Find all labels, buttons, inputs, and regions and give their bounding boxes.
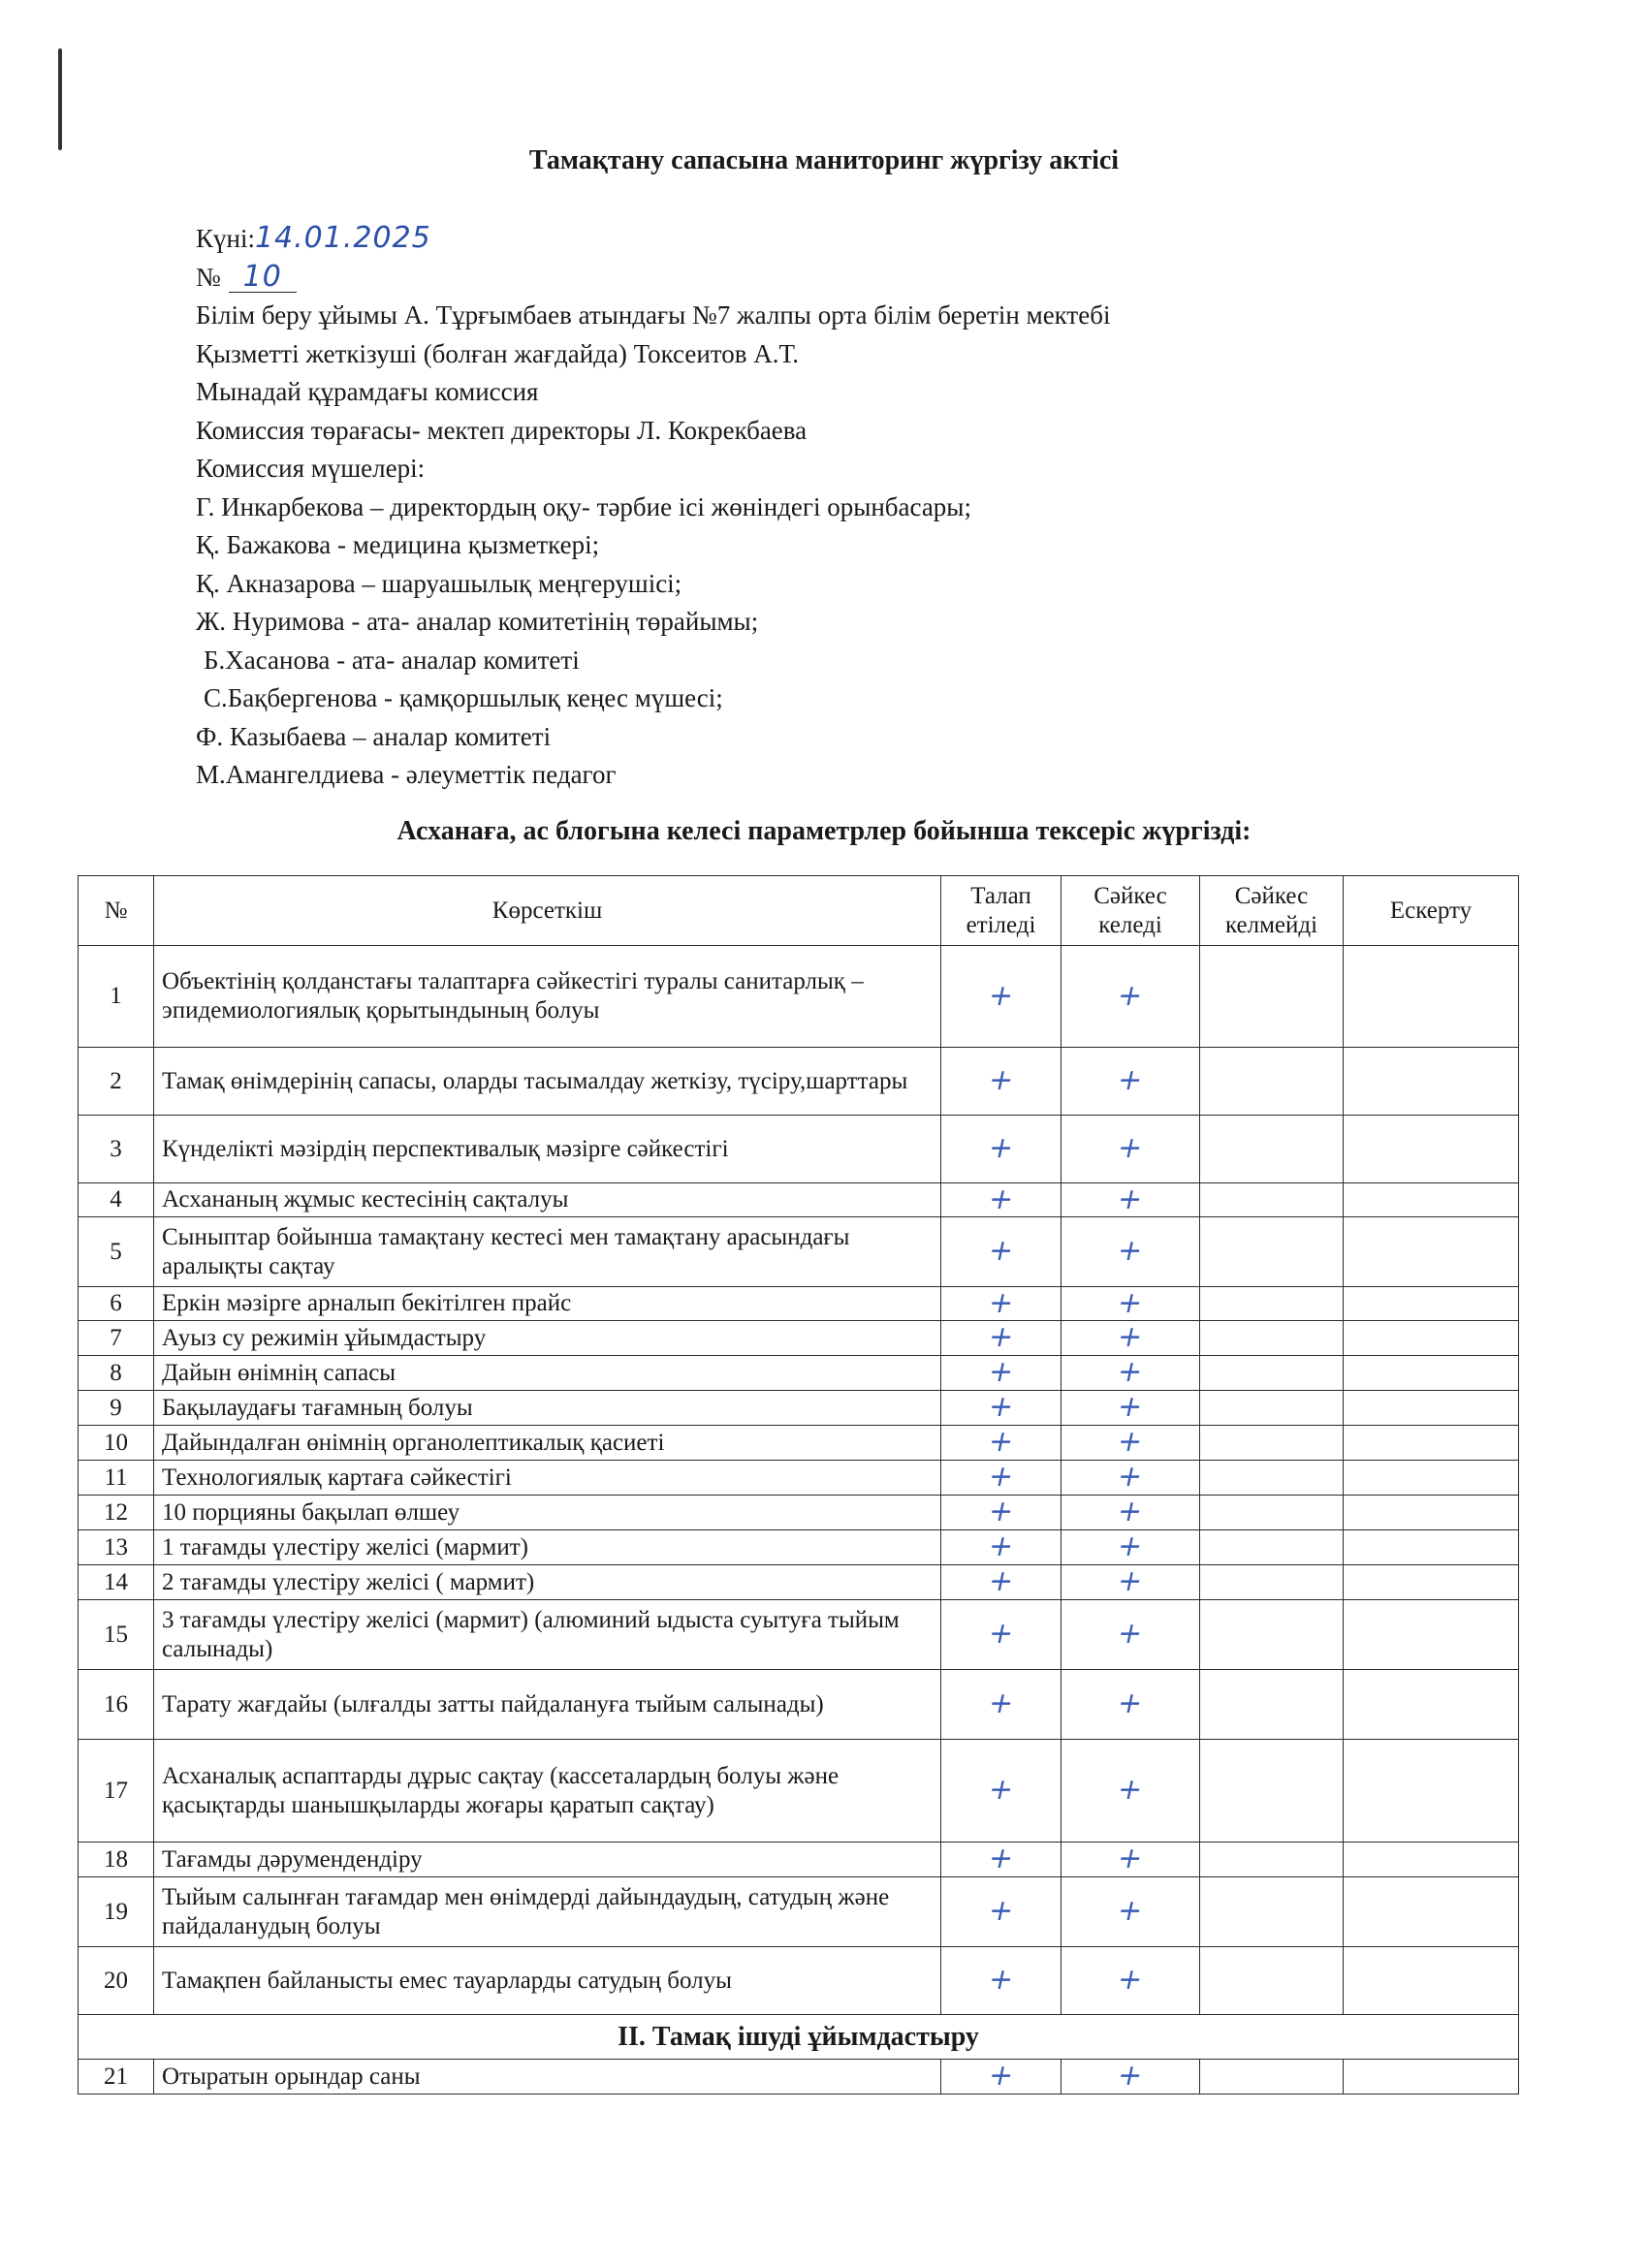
note-cell — [1344, 1740, 1519, 1843]
handwritten-plus-mark: + — [985, 1355, 1017, 1389]
handwritten-plus-mark: + — [1114, 1355, 1147, 1389]
note-cell — [1344, 1670, 1519, 1740]
scan-edge-mark — [58, 48, 62, 150]
note-cell — [1344, 1048, 1519, 1116]
note-cell — [1344, 946, 1519, 1048]
table-row — [79, 1740, 1519, 1843]
handwritten-plus-mark: + — [985, 978, 1017, 1013]
noncompliant-cell — [1200, 1670, 1344, 1740]
handwritten-plus-mark: + — [985, 1234, 1017, 1268]
row-indicator: Тағамды дәрумендендіру — [154, 1843, 941, 1877]
required-cell — [941, 1740, 1062, 1843]
chairman-line: Комиссия төрағасы- мектеп директоры Л. Кокрекбаева — [196, 415, 808, 445]
member-line: Б.Хасанова - ата- аналар комитеті — [204, 645, 580, 675]
required-cell — [941, 1391, 1062, 1426]
handwritten-plus-mark: + — [985, 1181, 1017, 1216]
noncompliant-cell — [1200, 1740, 1344, 1843]
member-line: С.Бақбергенова - қамқоршылық кеңес мүшесі; — [204, 683, 723, 712]
row-number: 4 — [79, 1183, 154, 1217]
noncompliant-cell — [1200, 1530, 1344, 1565]
row-indicator: Тарату жағдайы (ылғалды затты пайдалануға тыйым салынады) — [154, 1670, 941, 1740]
handwritten-plus-mark: + — [985, 1390, 1017, 1424]
handwritten-plus-mark: + — [1114, 1181, 1147, 1216]
table-intro: Асханаға, ас блогына келесі параметрлер бойынша тексеріс жүргізді: — [396, 816, 1252, 846]
handwritten-plus-mark: + — [985, 1773, 1017, 1807]
note-cell — [1344, 1877, 1519, 1947]
row-indicator: Бақылаудағы тағамның болуы — [154, 1391, 941, 1426]
handwritten-plus-mark: + — [985, 1063, 1017, 1097]
member-line: М.Амангелдиева - әлеуметтік педагог — [196, 760, 617, 789]
handwritten-plus-mark: + — [985, 1686, 1017, 1720]
date-label: Күні: — [196, 224, 255, 253]
handwritten-plus-mark: + — [985, 1564, 1017, 1598]
compliant-cell — [1062, 1391, 1200, 1426]
organization-line: Білім беру ұйымы А. Тұрғымбаев атындағы №7 жалпы орта білім беретін мектебі — [196, 300, 1111, 330]
handwritten-plus-mark: + — [1114, 1773, 1147, 1807]
required-cell — [941, 1600, 1062, 1670]
member-line: Ж. Нуримова - ата- аналар комитетінің төрайымы; — [196, 607, 759, 636]
compliant-cell — [1062, 1947, 1200, 2015]
noncompliant-cell — [1200, 1947, 1344, 2015]
required-cell — [941, 1496, 1062, 1530]
handwritten-plus-mark: + — [1114, 1425, 1147, 1459]
commission-line: Мынадай құрамдағы комиссия — [196, 377, 539, 406]
noncompliant-cell — [1200, 1048, 1344, 1116]
members-heading: Комиссия мүшелері: — [196, 454, 426, 483]
handwritten-plus-mark: + — [1114, 1285, 1147, 1320]
header-noncompliant: Сәйкес келмейді — [1200, 876, 1344, 946]
required-cell — [941, 1356, 1062, 1391]
row-indicator: Еркін мәзірге арналып бекітілген прайс — [154, 1287, 941, 1321]
date-value: 14.01.2025 — [254, 221, 431, 255]
noncompliant-cell — [1200, 1426, 1344, 1461]
handwritten-plus-mark: + — [1114, 1564, 1147, 1598]
handwritten-plus-mark: + — [1114, 978, 1147, 1013]
row-number: 7 — [79, 1321, 154, 1356]
row-number: 5 — [79, 1217, 154, 1287]
table-row — [79, 1565, 1519, 1600]
required-cell — [941, 1670, 1062, 1740]
member-line: Ф. Казыбаева – аналар комитеті — [196, 721, 552, 751]
handwritten-plus-mark: + — [1114, 1063, 1147, 1097]
compliant-cell — [1062, 1183, 1200, 1217]
table-row — [79, 1183, 1519, 1217]
required-cell — [941, 1565, 1062, 1600]
handwritten-plus-mark: + — [1114, 1686, 1147, 1720]
handwritten-plus-mark: + — [985, 1963, 1017, 1997]
table-row — [79, 1116, 1519, 1183]
row-number: 11 — [79, 1461, 154, 1496]
row-number: 14 — [79, 1565, 154, 1600]
required-cell — [941, 1843, 1062, 1877]
noncompliant-cell — [1200, 1116, 1344, 1183]
note-cell — [1344, 1600, 1519, 1670]
noncompliant-cell — [1200, 1287, 1344, 1321]
noncompliant-cell — [1200, 1391, 1344, 1426]
table-row — [79, 1426, 1519, 1461]
table-row — [79, 1461, 1519, 1496]
note-cell — [1344, 2060, 1519, 2095]
row-number: 21 — [79, 2060, 154, 2095]
row-indicator: Тыйым салынған тағамдар мен өнімдерді дайындаудың, сатудың және пайдаланудың болуы — [154, 1877, 941, 1947]
number-line — [196, 259, 1553, 298]
row-indicator: 1 тағамды үлестіру желісі (мармит) — [154, 1530, 941, 1565]
compliant-cell — [1062, 1426, 1200, 1461]
row-indicator: 10 порцияны бақылап өлшеу — [154, 1496, 941, 1530]
compliant-cell — [1062, 1356, 1200, 1391]
handwritten-plus-mark: + — [1114, 1842, 1147, 1875]
row-indicator: Объектінің қолданстағы талаптарға сәйкестігі туралы санитарлық – эпидемиологиялық қорытындының болуы — [154, 946, 941, 1048]
compliant-cell — [1062, 1565, 1200, 1600]
row-number: 9 — [79, 1391, 154, 1426]
table-row — [79, 1843, 1519, 1877]
required-cell — [941, 1116, 1062, 1183]
handwritten-plus-mark: + — [1114, 1320, 1147, 1354]
compliant-cell — [1062, 1496, 1200, 1530]
required-cell — [941, 1426, 1062, 1461]
member-line: Қ. Акназарова – шаруашылық меңгерушісі; — [196, 568, 682, 598]
note-cell — [1344, 1530, 1519, 1565]
row-indicator: 2 тағамды үлестіру желісі ( мармит) — [154, 1565, 941, 1600]
required-cell — [941, 946, 1062, 1048]
noncompliant-cell — [1200, 1496, 1344, 1530]
handwritten-plus-mark: + — [985, 1894, 1017, 1928]
noncompliant-cell — [1200, 1321, 1344, 1356]
note-cell — [1344, 1391, 1519, 1426]
note-cell — [1344, 1947, 1519, 2015]
row-indicator: Отыратын орындар саны — [154, 2060, 941, 2095]
handwritten-plus-mark: + — [1114, 1529, 1147, 1563]
header-required: Талап етіледі — [941, 876, 1062, 946]
row-number: 1 — [79, 946, 154, 1048]
required-cell — [941, 1877, 1062, 1947]
row-number: 8 — [79, 1356, 154, 1391]
note-cell — [1344, 1217, 1519, 1287]
row-number: 10 — [79, 1426, 154, 1461]
compliant-cell — [1062, 1740, 1200, 1843]
required-cell — [941, 1530, 1062, 1565]
number-label: № — [196, 262, 221, 292]
handwritten-plus-mark: + — [985, 1320, 1017, 1354]
handwritten-plus-mark: + — [1114, 1963, 1147, 1997]
table-row — [79, 1321, 1519, 1356]
handwritten-plus-mark: + — [1114, 1234, 1147, 1268]
note-cell — [1344, 1321, 1519, 1356]
row-number: 18 — [79, 1843, 154, 1877]
table-row — [79, 1877, 1519, 1947]
header-num: № — [79, 876, 154, 946]
row-number: 6 — [79, 1287, 154, 1321]
row-indicator: 3 тағамды үлестіру желісі (мармит) (алюминий ыдыста суытуға тыйым салынады) — [154, 1600, 941, 1670]
noncompliant-cell — [1200, 1600, 1344, 1670]
member-line: Қ. Бажакова - медицина қызметкері; — [196, 530, 600, 559]
row-indicator: Сыныптар бойынша тамақтану кестесі мен тамақтану арасындағы аралықты сақтау — [154, 1217, 941, 1287]
compliant-cell — [1062, 1217, 1200, 1287]
handwritten-plus-mark: + — [985, 1285, 1017, 1320]
header-compliant: Сәйкес келеді — [1062, 876, 1200, 946]
supplier-line: Қызметті жеткізуші (болған жағдайда) Токсеитов А.Т. — [196, 338, 800, 368]
required-cell — [941, 1287, 1062, 1321]
handwritten-plus-mark: + — [985, 1460, 1017, 1494]
table-row — [79, 1391, 1519, 1426]
handwritten-plus-mark: + — [985, 1617, 1017, 1651]
row-number: 12 — [79, 1496, 154, 1530]
note-cell — [1344, 1183, 1519, 1217]
table-row — [79, 1287, 1519, 1321]
note-cell — [1344, 1461, 1519, 1496]
table-row — [79, 1356, 1519, 1391]
required-cell — [941, 1217, 1062, 1287]
table-header-row — [79, 876, 1519, 946]
table-row — [79, 1217, 1519, 1287]
compliant-cell — [1062, 1116, 1200, 1183]
section-row — [79, 2015, 1519, 2060]
handwritten-plus-mark: + — [1114, 2059, 1147, 2093]
table-row — [79, 2060, 1519, 2095]
noncompliant-cell — [1200, 1843, 1344, 1877]
checklist-table — [78, 875, 1519, 2095]
compliant-cell — [1062, 1321, 1200, 1356]
noncompliant-cell — [1200, 1356, 1344, 1391]
row-indicator: Асханалық аспаптарды дұрыс сақтау (кассеталардың болуы және қасықтарды шанышқыларды жоғары қаратып сақтау) — [154, 1740, 941, 1843]
handwritten-plus-mark: + — [1114, 1894, 1147, 1928]
handwritten-plus-mark: + — [985, 1495, 1017, 1528]
header-indicator: Көрсеткіш — [154, 876, 941, 946]
row-indicator: Асхананың жұмыс кестесінің сақталуы — [154, 1183, 941, 1217]
table-row — [79, 1670, 1519, 1740]
note-cell — [1344, 1496, 1519, 1530]
row-indicator: Тамақпен байланысты емес тауарларды сатудың болуы — [154, 1947, 941, 2015]
note-cell — [1344, 1116, 1519, 1183]
table-row — [79, 1947, 1519, 2015]
handwritten-plus-mark: + — [1114, 1131, 1147, 1165]
required-cell — [941, 1183, 1062, 1217]
row-number: 19 — [79, 1877, 154, 1947]
table-row — [79, 1496, 1519, 1530]
compliant-cell — [1062, 1877, 1200, 1947]
handwritten-plus-mark: + — [985, 1131, 1017, 1165]
required-cell — [941, 2060, 1062, 2095]
handwritten-plus-mark: + — [1114, 1617, 1147, 1651]
section-title: II. Тамақ ішуді ұйымдастыру — [79, 2015, 1519, 2060]
handwritten-plus-mark: + — [1114, 1495, 1147, 1528]
row-indicator: Дайын өнімнің сапасы — [154, 1356, 941, 1391]
handwritten-plus-mark: + — [985, 1425, 1017, 1459]
compliant-cell — [1062, 2060, 1200, 2095]
note-cell — [1344, 1426, 1519, 1461]
compliant-cell — [1062, 1287, 1200, 1321]
row-indicator: Дайындалған өнімнің органолептикалық қасиеті — [154, 1426, 941, 1461]
member-line: Г. Инкарбекова – директордың оқу- тәрбие ісі жөніндегі орынбасары; — [196, 491, 971, 521]
header-note: Ескерту — [1344, 876, 1519, 946]
required-cell — [941, 1048, 1062, 1116]
noncompliant-cell — [1200, 2060, 1344, 2095]
table-row — [79, 1048, 1519, 1116]
note-cell — [1344, 1843, 1519, 1877]
row-indicator: Күнделікті мәзірдің перспективалық мәзірге сәйкестігі — [154, 1116, 941, 1183]
required-cell — [941, 1947, 1062, 2015]
row-number: 17 — [79, 1740, 154, 1843]
compliant-cell — [1062, 1843, 1200, 1877]
note-cell — [1344, 1565, 1519, 1600]
compliant-cell — [1062, 946, 1200, 1048]
row-number: 13 — [79, 1530, 154, 1565]
required-cell — [941, 1321, 1062, 1356]
table-row — [79, 946, 1519, 1048]
noncompliant-cell — [1200, 1877, 1344, 1947]
noncompliant-cell — [1200, 1183, 1344, 1217]
date-line — [196, 219, 1553, 259]
row-number: 15 — [79, 1600, 154, 1670]
compliant-cell — [1062, 1600, 1200, 1670]
table-row — [79, 1530, 1519, 1565]
handwritten-plus-mark: + — [985, 1842, 1017, 1875]
row-number: 20 — [79, 1947, 154, 2015]
row-indicator: Ауыз су режимін ұйымдастыру — [154, 1321, 941, 1356]
handwritten-plus-mark: + — [985, 1529, 1017, 1563]
compliant-cell — [1062, 1048, 1200, 1116]
noncompliant-cell — [1200, 946, 1344, 1048]
note-cell — [1344, 1356, 1519, 1391]
handwritten-plus-mark: + — [1114, 1460, 1147, 1494]
row-number: 3 — [79, 1116, 154, 1183]
handwritten-plus-mark: + — [985, 2059, 1017, 2093]
number-value: 10 — [229, 263, 297, 293]
compliant-cell — [1062, 1461, 1200, 1496]
row-number: 16 — [79, 1670, 154, 1740]
compliant-cell — [1062, 1670, 1200, 1740]
noncompliant-cell — [1200, 1217, 1344, 1287]
table-row — [79, 1600, 1519, 1670]
handwritten-plus-mark: + — [1114, 1390, 1147, 1424]
noncompliant-cell — [1200, 1565, 1344, 1600]
row-indicator: Технологиялық картаға сәйкестігі — [154, 1461, 941, 1496]
compliant-cell — [1062, 1530, 1200, 1565]
row-number: 2 — [79, 1048, 154, 1116]
row-indicator: Тамақ өнімдерінің сапасы, оларды тасымалдау жеткізу, түсіру,шарттары — [154, 1048, 941, 1116]
required-cell — [941, 1461, 1062, 1496]
document-title: Тамақтану сапасына маниторинг жүргізу актісі — [528, 145, 1120, 175]
note-cell — [1344, 1287, 1519, 1321]
header-block — [196, 219, 1553, 795]
noncompliant-cell — [1200, 1461, 1344, 1496]
